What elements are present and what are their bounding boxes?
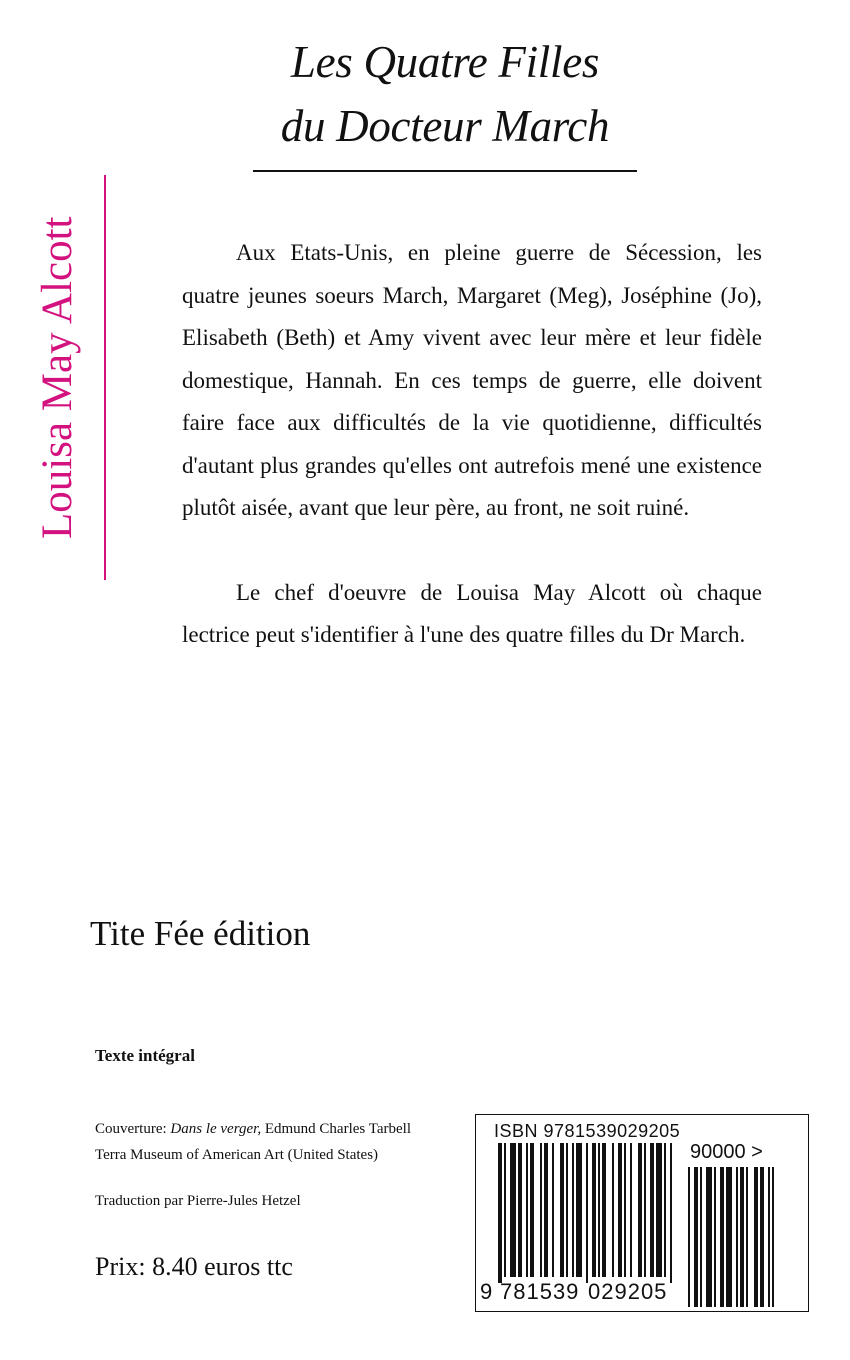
addon-bar bbox=[772, 1167, 774, 1307]
barcode-bar bbox=[618, 1143, 622, 1277]
ean-digits-left: 781539 bbox=[500, 1279, 580, 1304]
cover-artwork-title: Dans le verger, bbox=[170, 1121, 262, 1137]
barcode-bar bbox=[518, 1143, 522, 1277]
barcode-bar bbox=[498, 1143, 502, 1283]
barcode-bar bbox=[526, 1143, 528, 1277]
ean-digit-first: 9 bbox=[480, 1279, 493, 1304]
barcode-bar bbox=[650, 1143, 654, 1277]
barcode-bar bbox=[576, 1143, 582, 1277]
title-line-2: du Docteur March bbox=[280, 101, 610, 151]
barcode-bar bbox=[638, 1143, 642, 1277]
title-underline bbox=[253, 170, 637, 172]
addon-bar bbox=[746, 1167, 748, 1307]
addon-bar bbox=[714, 1167, 716, 1307]
cover-credit bbox=[95, 1116, 411, 1168]
barcode-bar bbox=[586, 1143, 588, 1283]
barcode-bar bbox=[572, 1143, 574, 1277]
barcode-bar bbox=[560, 1143, 564, 1277]
barcode-bar bbox=[530, 1143, 534, 1277]
addon-bar bbox=[694, 1167, 698, 1307]
title-line-1: Les Quatre Filles bbox=[290, 37, 600, 87]
addon-bar bbox=[706, 1167, 712, 1307]
addon-bar bbox=[720, 1167, 724, 1307]
barcode-bar bbox=[624, 1143, 626, 1277]
barcode-bar bbox=[644, 1143, 646, 1277]
addon-bar bbox=[768, 1167, 770, 1307]
barcode-bar bbox=[504, 1143, 506, 1277]
barcode-bar bbox=[552, 1143, 554, 1277]
ean-digits bbox=[480, 1279, 667, 1305]
barcode-bar bbox=[656, 1143, 662, 1277]
addon-bar bbox=[688, 1167, 690, 1307]
barcode-bar bbox=[602, 1143, 606, 1277]
barcode-bar bbox=[612, 1143, 614, 1277]
barcode-bar bbox=[592, 1143, 596, 1277]
addon-bar bbox=[740, 1167, 744, 1307]
addon-code: 90000 > bbox=[690, 1141, 763, 1163]
barcode-bar bbox=[598, 1143, 600, 1277]
addon-bar bbox=[726, 1167, 732, 1307]
author-name: Louisa May Alcott bbox=[34, 216, 81, 539]
barcode-bar bbox=[510, 1143, 516, 1277]
addon-bar bbox=[754, 1167, 758, 1307]
isbn-label: ISBN 9781539029205 bbox=[494, 1121, 681, 1141]
publisher-name: Tite Fée édition bbox=[90, 914, 311, 953]
addon-bar bbox=[736, 1167, 738, 1307]
barcode-bar bbox=[566, 1143, 568, 1277]
ean-digits-right: 029205 bbox=[588, 1279, 668, 1304]
barcode-bar bbox=[544, 1143, 548, 1277]
author-divider bbox=[104, 175, 106, 580]
price: Prix: 8.40 euros ttc bbox=[95, 1252, 293, 1281]
synopsis bbox=[182, 232, 762, 657]
barcode-bar bbox=[630, 1143, 632, 1277]
barcode-bar bbox=[664, 1143, 666, 1277]
cover-artist: Edmund Charles Tarbell bbox=[264, 1121, 411, 1137]
edition-note: Texte intégral bbox=[95, 1046, 195, 1065]
translation-credit: Traduction par Pierre-Jules Hetzel bbox=[95, 1193, 301, 1209]
book-title bbox=[240, 30, 650, 158]
synopsis-paragraph-2: Le chef d'oeuvre de Louisa May Alcott où chaque lectrice peut s'identifier à l'une des quatre filles du Dr March. bbox=[182, 579, 762, 647]
barcode-bar bbox=[540, 1143, 542, 1277]
synopsis-paragraph-1: Aux Etats-Unis, en pleine guerre de Sécession, les quatre jeunes soeurs March, Margaret (Meg), Joséphine (Jo), Elisabeth (Beth) et Amy vivent avec leur mère et leur fidèle domestique, Hannah. En ces temps de guerre, elle doivent faire face aux difficultés de la vie quotidienne, difficultés d'autant plus grandes qu'elles ont autrefois mené une existence plutôt aisée, avant que leur père, au front, ne soit ruiné. bbox=[182, 240, 762, 520]
isbn-barcode bbox=[475, 1114, 809, 1312]
cover-museum: Terra Museum of American Art (United States) bbox=[95, 1147, 379, 1163]
addon-bar bbox=[760, 1167, 764, 1307]
addon-bar bbox=[700, 1167, 702, 1307]
barcode-bar bbox=[670, 1143, 672, 1283]
cover-credit-prefix: Couverture: bbox=[95, 1121, 167, 1137]
